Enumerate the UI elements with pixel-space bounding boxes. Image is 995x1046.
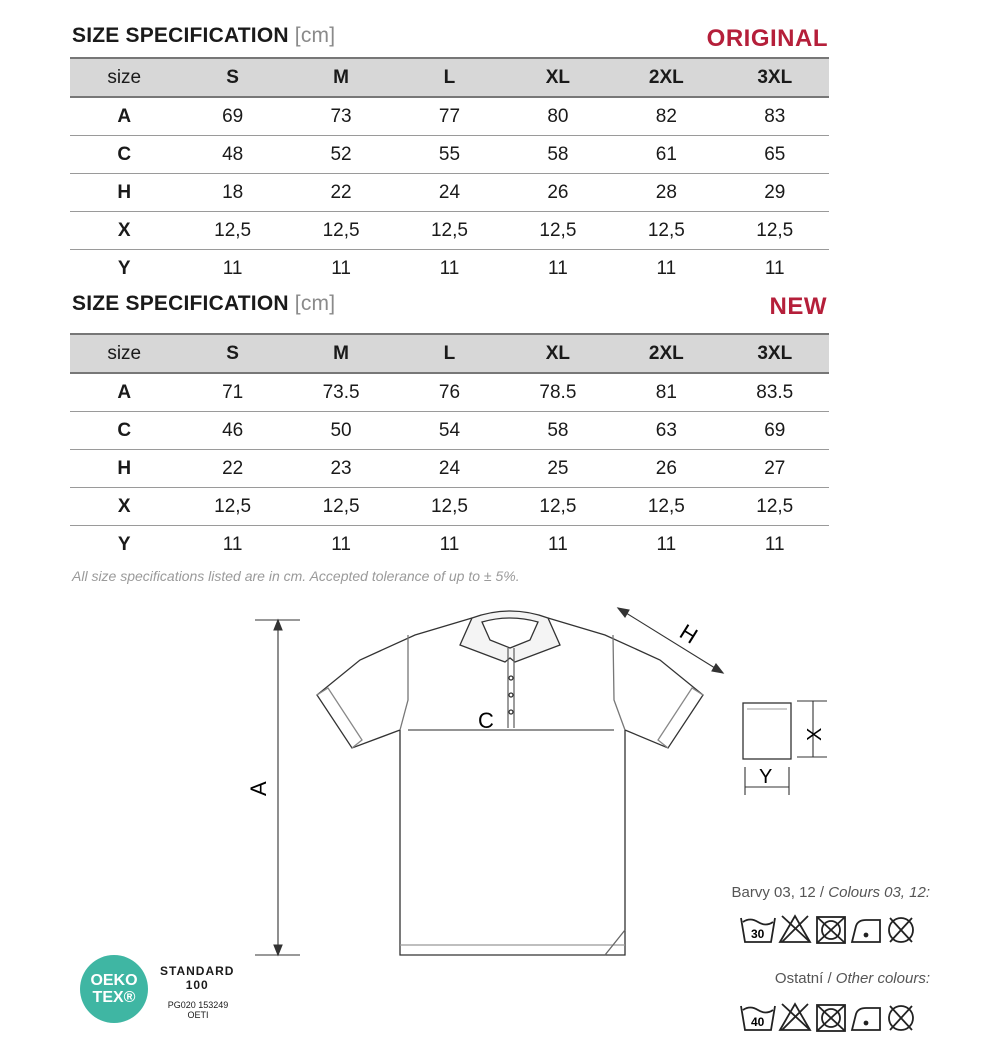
header-cell: L [395, 58, 503, 97]
table-cell: 11 [548, 257, 568, 279]
row-label: A [70, 373, 178, 412]
table-cell: 12,5 [178, 488, 286, 526]
table-row [70, 97, 829, 136]
table-cell: 25 [504, 450, 612, 488]
table-cell: 83 [721, 97, 829, 136]
table-cell: 11 [331, 533, 351, 555]
swatch-diagram [735, 695, 835, 805]
dimension-y-label: Y [759, 766, 773, 788]
table-cell: 11 [764, 257, 785, 279]
table-cell: 11 [656, 257, 677, 279]
iron-icon [852, 920, 880, 942]
table-cell: 26 [504, 174, 612, 212]
header-cell: M [287, 58, 395, 97]
row-label: Y [117, 257, 131, 279]
row-label: X [70, 212, 178, 250]
table-cell: 29 [721, 174, 829, 212]
oeko-line1: OEKO [90, 972, 138, 989]
table-cell: 12,5 [612, 212, 720, 250]
table-cell: 81 [612, 373, 720, 412]
header-cell: XL [504, 334, 612, 373]
header-cell: 2XL [612, 334, 720, 373]
original-badge: ORIGINAL [706, 25, 828, 52]
table-row [70, 212, 829, 250]
header-cell: M [287, 334, 395, 373]
table-cell: 58 [504, 412, 612, 450]
table-cell: 24 [395, 450, 503, 488]
table-cell: 73.5 [287, 373, 395, 412]
table-cell: 12,5 [721, 488, 829, 526]
table-cell: 27 [721, 450, 829, 488]
table-cell: 82 [612, 97, 720, 136]
left-sleeve [317, 618, 472, 748]
dimension-c-label: C [478, 708, 494, 733]
dimension-x-label: X [804, 727, 826, 741]
table-cell: 76 [395, 373, 503, 412]
header-cell: L [395, 334, 503, 373]
care-icons-row-1 [738, 912, 928, 946]
original-title-text: SIZE SPECIFICATION [72, 24, 289, 47]
row-label: X [70, 488, 178, 526]
table-cell: 69 [721, 412, 829, 450]
table-cell: 12,5 [395, 212, 503, 250]
table-cell: 83.5 [721, 373, 829, 412]
care-icons-row-2 [738, 1000, 928, 1034]
table-cell: 12,5 [395, 488, 503, 526]
oeko-standard-text: STANDARD [160, 964, 235, 978]
care-group1-label [732, 884, 930, 901]
new-spec-title [72, 292, 335, 316]
table-cell: 58 [504, 136, 612, 174]
table-row [70, 373, 829, 412]
table-cell: 12,5 [504, 212, 612, 250]
care-group2-prefix: Ostatní / [774, 970, 836, 987]
table-cell: 12,5 [721, 212, 829, 250]
table-row [70, 174, 829, 212]
table-cell: 77 [395, 97, 503, 136]
header-cell: S [178, 334, 286, 373]
table-cell: 63 [612, 412, 720, 450]
table-cell: 28 [612, 174, 720, 212]
table-cell: 48 [178, 136, 286, 174]
original-header-row [70, 58, 829, 97]
table-row [70, 526, 829, 564]
table-cell: 65 [721, 136, 829, 174]
no-bleach-icon [780, 1004, 810, 1030]
new-header-row [70, 334, 829, 373]
row-label: H [70, 450, 178, 488]
care-group2-en: Other colours: [835, 970, 930, 987]
table-cell: 11 [764, 533, 785, 555]
table-cell: 80 [504, 97, 612, 136]
header-cell: 2XL [612, 58, 720, 97]
new-title-text: SIZE SPECIFICATION [72, 292, 289, 315]
care-group1-en: Colours 03, 12: [828, 884, 930, 901]
row-label: A [70, 97, 178, 136]
table-cell: 78.5 [504, 373, 612, 412]
table-cell: 23 [287, 450, 395, 488]
table-cell: 12,5 [287, 212, 395, 250]
table-row [70, 488, 829, 526]
table-cell: 50 [287, 412, 395, 450]
table-cell: 12,5 [178, 212, 286, 250]
row-label: C [70, 136, 178, 174]
header-cell: S [178, 58, 286, 97]
header-cell: size [70, 58, 178, 97]
original-unit: [cm] [294, 24, 336, 47]
oeko-code-text: PG020 153249 [167, 1000, 229, 1010]
table-cell: 12,5 [287, 488, 395, 526]
table-row [70, 136, 829, 174]
oeko-certificate [163, 1000, 233, 1020]
care-group1-prefix: Barvy 03, 12 / [731, 884, 829, 901]
header-cell: size [70, 334, 178, 373]
care-group2-label [775, 970, 930, 987]
new-badge: NEW [769, 293, 827, 320]
table-cell: 22 [178, 450, 286, 488]
table-cell: 61 [612, 136, 720, 174]
table-cell: 11 [656, 533, 677, 555]
wash-temp-1: 30 [751, 927, 765, 941]
wash-temp-2: 40 [751, 1015, 765, 1029]
table-row [70, 412, 829, 450]
table-cell: 11 [548, 533, 568, 555]
no-bleach-icon [780, 916, 810, 942]
no-tumble-dry-icon [817, 917, 845, 943]
table-cell: 11 [331, 257, 351, 279]
table-row [70, 250, 829, 288]
original-spec-title [72, 24, 335, 48]
table-cell: 71 [178, 373, 286, 412]
table-cell: 46 [178, 412, 286, 450]
new-unit: [cm] [294, 292, 336, 315]
oeko-tex-logo [80, 955, 148, 1023]
oeko-institute: OETI [187, 1010, 209, 1020]
no-dry-clean-icon [889, 918, 913, 942]
polo-shirt-diagram [240, 600, 740, 970]
oeko-line2: TEX® [92, 989, 136, 1006]
table-cell: 24 [395, 174, 503, 212]
oeko-standard-number: 100 [185, 978, 209, 992]
table-cell: 11 [439, 533, 460, 555]
new-size-table [70, 333, 829, 563]
table-cell: 18 [178, 174, 286, 212]
shirt-body-outline [400, 730, 625, 955]
table-cell: 11 [222, 257, 243, 279]
table-cell: 11 [439, 257, 460, 279]
table-row [70, 450, 829, 488]
row-label: C [70, 412, 178, 450]
table-cell: 12,5 [612, 488, 720, 526]
table-cell: 26 [612, 450, 720, 488]
table-cell: 22 [287, 174, 395, 212]
header-cell: XL [504, 58, 612, 97]
table-cell: 73 [287, 97, 395, 136]
original-size-table [70, 57, 829, 287]
table-cell: 52 [287, 136, 395, 174]
row-label: H [70, 174, 178, 212]
no-tumble-dry-icon [817, 1005, 845, 1031]
row-label: Y [117, 533, 131, 555]
no-dry-clean-icon [889, 1006, 913, 1030]
table-cell: 69 [178, 97, 286, 136]
oeko-standard [160, 964, 234, 992]
table-cell: 55 [395, 136, 503, 174]
dimension-h-label: H [675, 619, 703, 649]
table-cell: 12,5 [504, 488, 612, 526]
iron-icon [852, 1008, 880, 1030]
table-cell: 54 [395, 412, 503, 450]
header-cell: 3XL [721, 58, 829, 97]
table-cell: 11 [222, 533, 243, 555]
tolerance-note: All size specifications listed are in cm. Accepted tolerance of up to ± 5%. [72, 568, 520, 584]
dimension-a-label: A [246, 781, 271, 796]
header-cell: 3XL [721, 334, 829, 373]
